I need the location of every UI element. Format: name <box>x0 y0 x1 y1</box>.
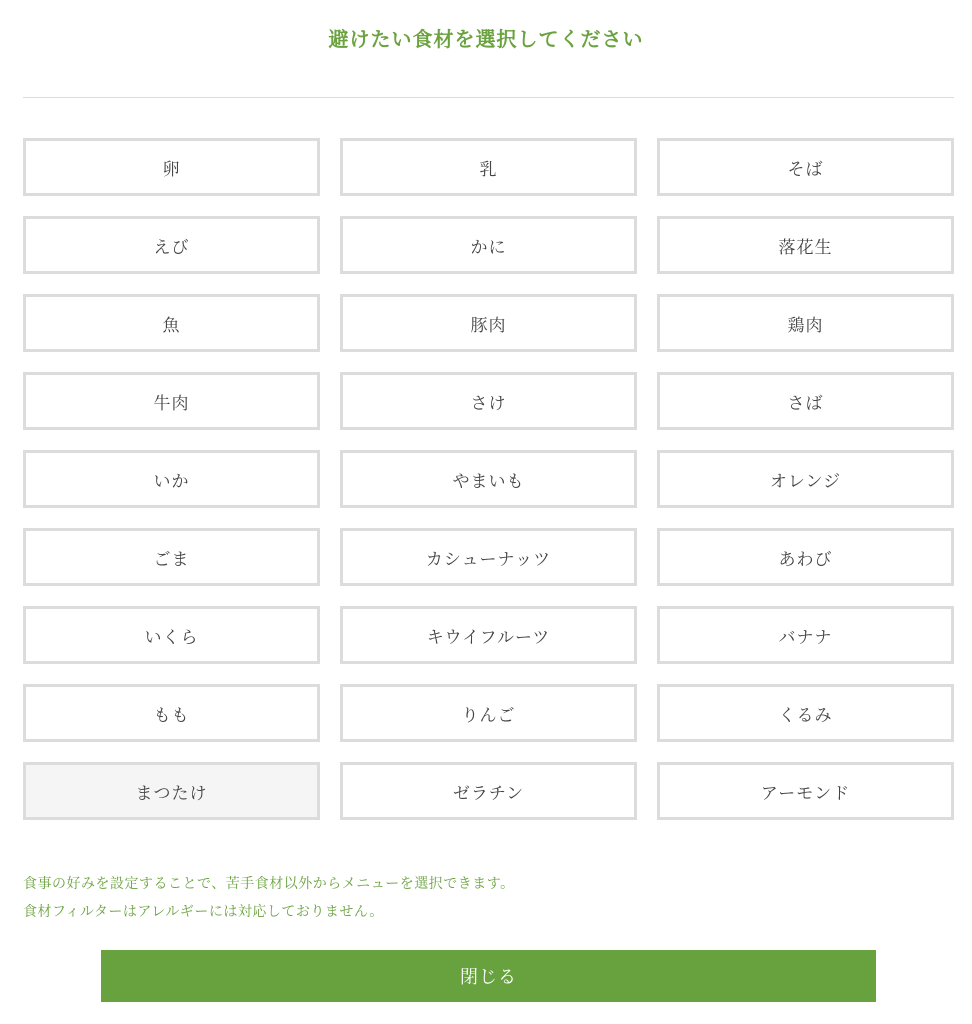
note-line: 食材フィルターはアレルギーには対応しておりません。 <box>23 904 384 920</box>
food-option-squid[interactable]: いか <box>23 450 320 508</box>
food-option-mackerel[interactable]: さば <box>657 372 954 430</box>
food-option-peanut[interactable]: 落花生 <box>657 216 954 274</box>
food-option-beef[interactable]: 牛肉 <box>23 372 320 430</box>
food-option-walnut[interactable]: くるみ <box>657 684 954 742</box>
food-option-fish[interactable]: 魚 <box>23 294 320 352</box>
food-option-orange[interactable]: オレンジ <box>657 450 954 508</box>
food-option-almond[interactable]: アーモンド <box>657 762 954 820</box>
note-line: 食事の好みを設定することで、苦手食材以外からメニューを選択できます。 <box>23 876 515 892</box>
food-option-peach[interactable]: もも <box>23 684 320 742</box>
food-option-salmon[interactable]: さけ <box>340 372 637 430</box>
food-option-egg[interactable]: 卵 <box>23 138 320 196</box>
food-option-yam[interactable]: やまいも <box>340 450 637 508</box>
food-option-salmon-roe[interactable]: いくら <box>23 606 320 664</box>
food-option-apple[interactable]: りんご <box>340 684 637 742</box>
food-option-pork[interactable]: 豚肉 <box>340 294 637 352</box>
food-option-crab[interactable]: かに <box>340 216 637 274</box>
filter-notes <box>23 870 515 926</box>
food-option-sesame[interactable]: ごま <box>23 528 320 586</box>
food-option-gelatin[interactable]: ゼラチン <box>340 762 637 820</box>
food-grid <box>23 138 954 820</box>
food-option-chicken[interactable]: 鶏肉 <box>657 294 954 352</box>
page-title: 避けたい食材を選択してください <box>328 27 644 51</box>
food-option-abalone[interactable]: あわび <box>657 528 954 586</box>
food-option-matsutake[interactable]: まつたけ <box>23 762 320 820</box>
close-button[interactable]: 閉じる <box>101 950 876 1002</box>
food-option-banana[interactable]: バナナ <box>657 606 954 664</box>
food-option-milk[interactable]: 乳 <box>340 138 637 196</box>
divider <box>23 97 954 98</box>
food-option-kiwi[interactable]: キウイフルーツ <box>340 606 637 664</box>
food-option-shrimp[interactable]: えび <box>23 216 320 274</box>
food-option-cashew[interactable]: カシューナッツ <box>340 528 637 586</box>
food-option-soba[interactable]: そば <box>657 138 954 196</box>
